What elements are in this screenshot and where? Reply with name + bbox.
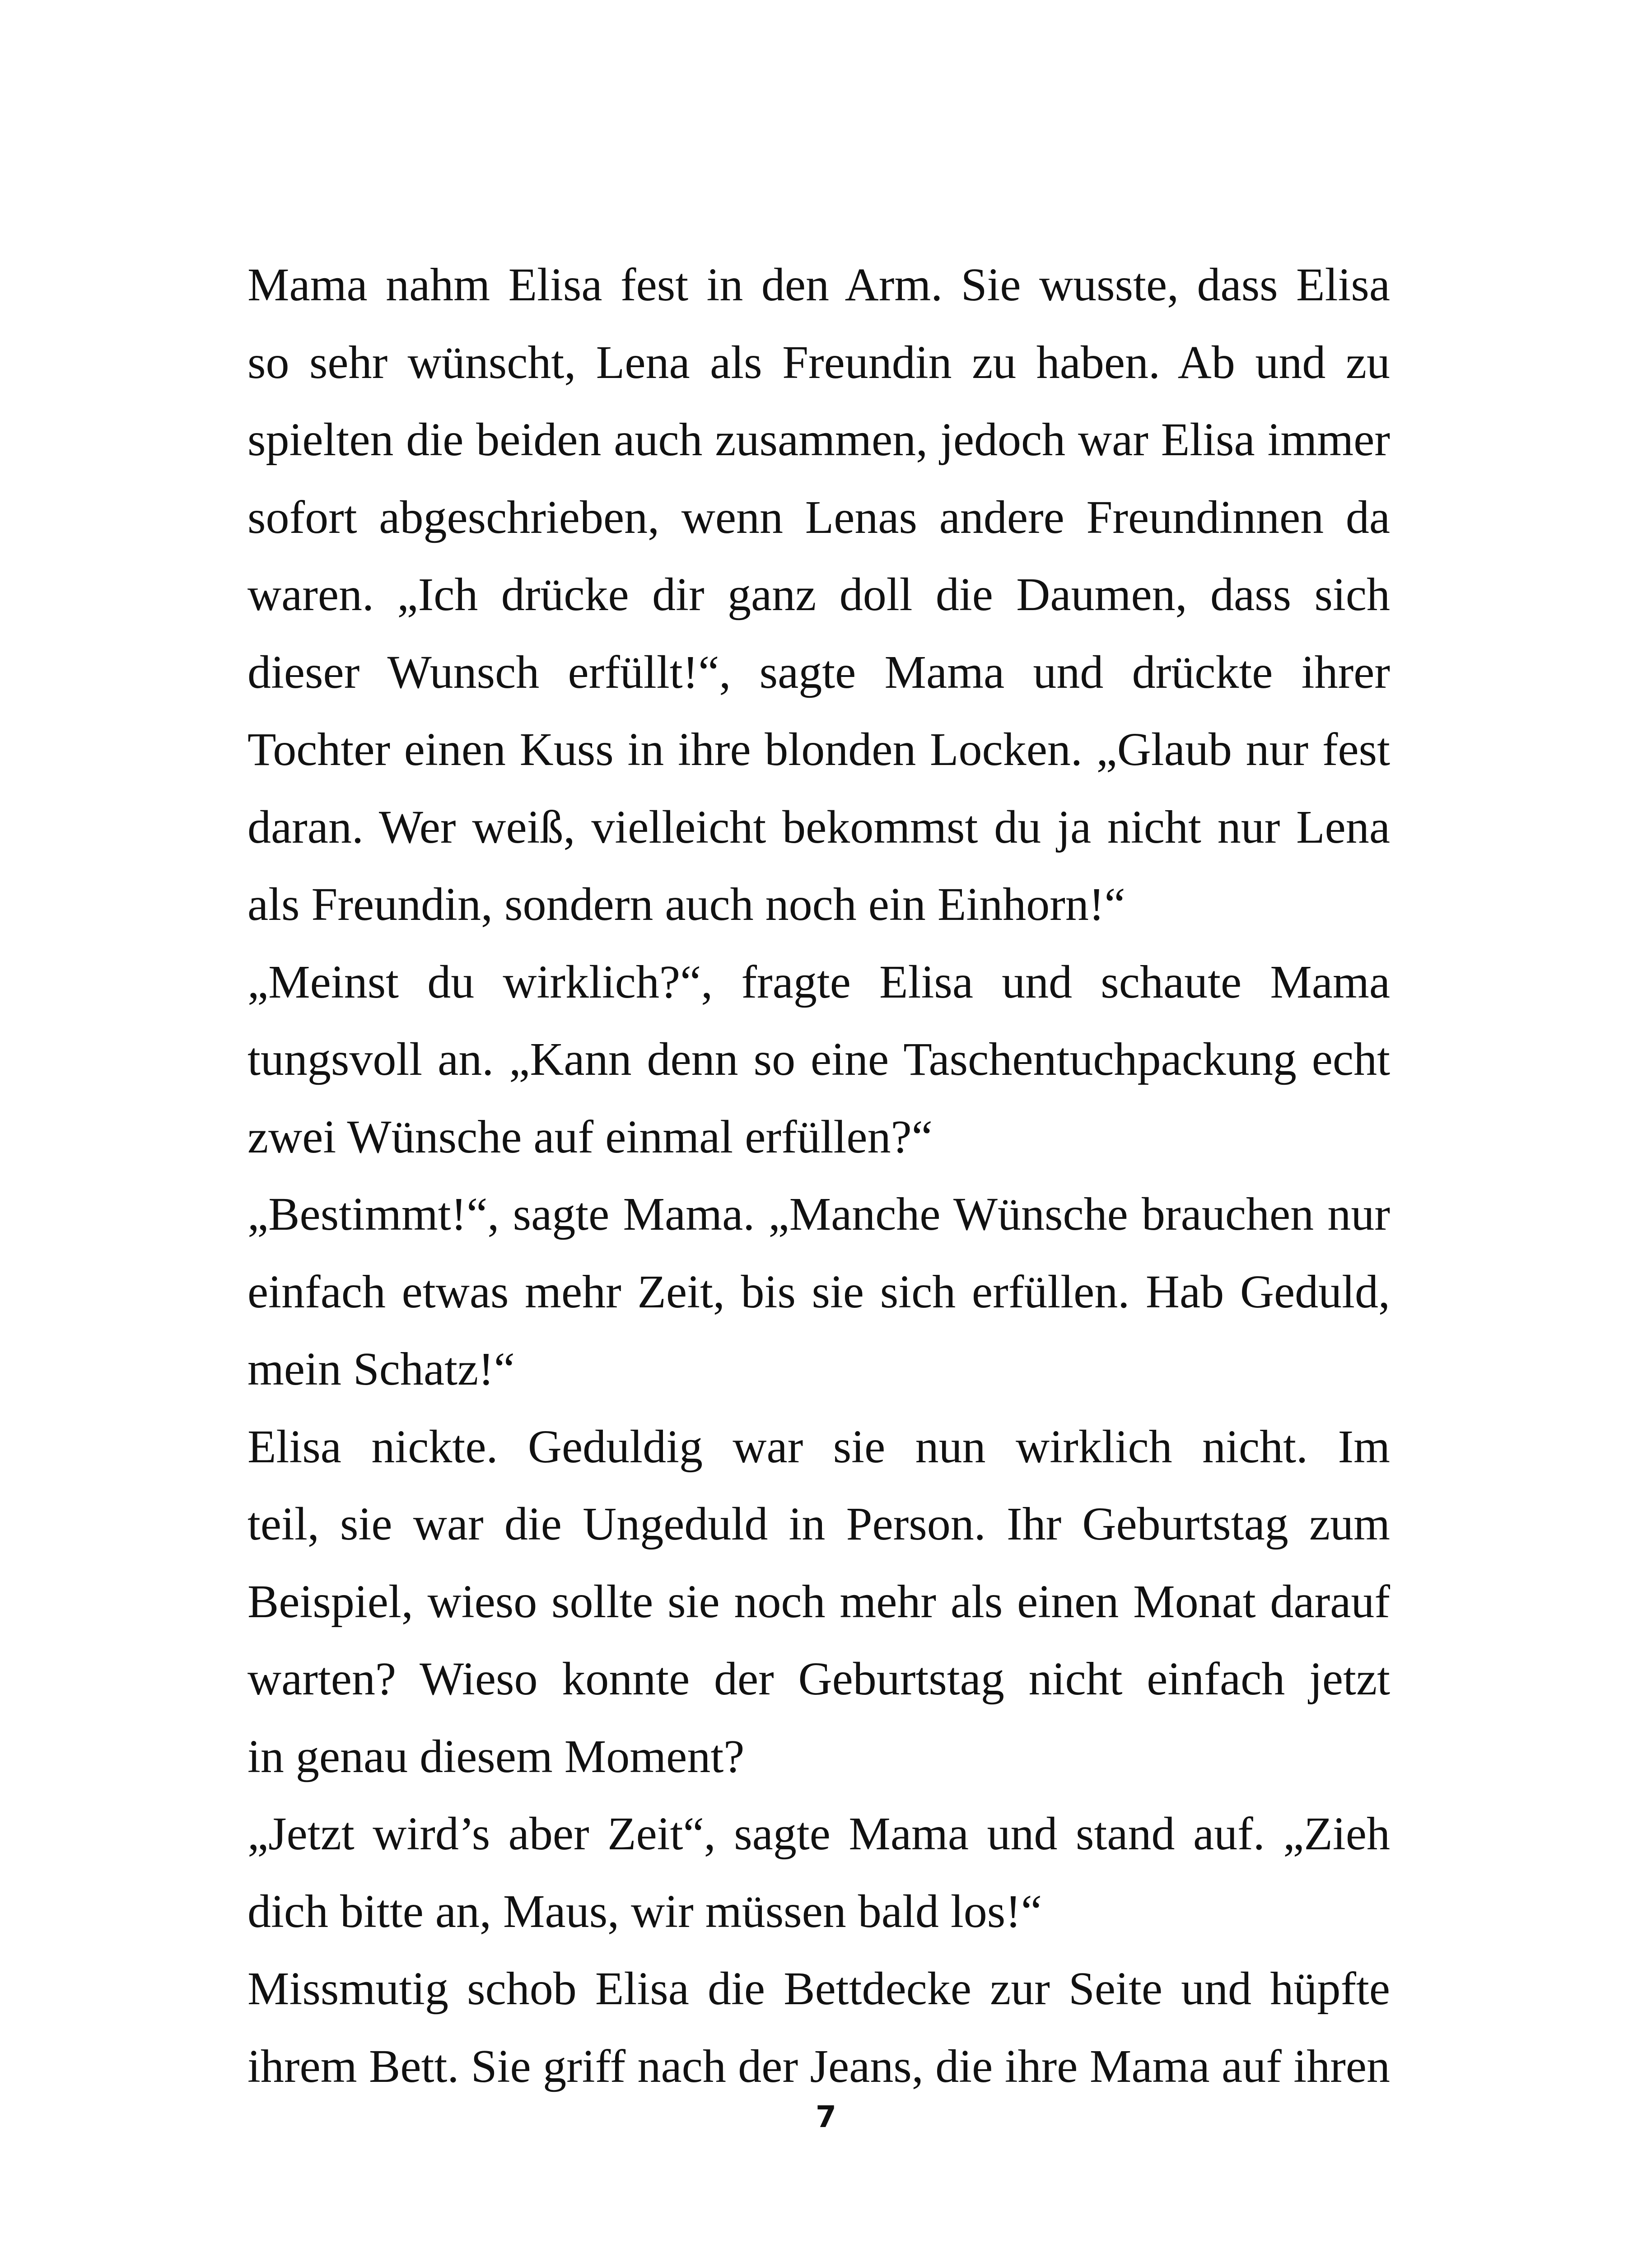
text-line: sofort abgeschrieben, wenn Lenas andere Freundinnen da <box>247 491 1390 543</box>
body-text <box>247 246 1390 2105</box>
text-line: teil, sie war die Ungeduld in Person. Ihr Geburtstag zum <box>247 1498 1390 1550</box>
text-line: einfach etwas mehr Zeit, bis sie sich erfüllen. Hab Geduld, <box>247 1265 1390 1318</box>
text-line: ihrem Bett. Sie griff nach der Jeans, die ihre Mama auf ihren <box>247 2040 1390 2092</box>
text-line: „Jetzt wird’s aber Zeit“, sagte Mama und stand auf. „Zieh <box>247 1808 1390 1860</box>
text-line: Mama nahm Elisa fest in den Arm. Sie wusste, dass Elisa <box>247 259 1390 311</box>
text-line: Beispiel, wieso sollte sie noch mehr als einen Monat darauf <box>247 1575 1390 1628</box>
text-line: so sehr wünscht, Lena als Freundin zu haben. Ab und zu <box>247 336 1390 388</box>
text-line: in genau diesem Moment? <box>247 1730 745 1782</box>
text-line: warten? Wieso konnte der Geburtstag nicht einfach jetzt <box>247 1653 1390 1705</box>
text-line: als Freundin, sondern auch noch ein Einhorn!“ <box>247 878 1125 930</box>
text-line: „Bestimmt!“, sagte Mama. „Manche Wünsche brauchen nur <box>247 1188 1390 1240</box>
text-line: waren. „Ich drücke dir ganz doll die Daumen, dass sich <box>247 569 1390 620</box>
text-line: Elisa nickte. Geduldig war sie nun wirklich nicht. Im <box>247 1420 1390 1473</box>
text-line: Missmutig schob Elisa die Bettdecke zur Seite und hüpfte <box>247 1963 1390 2015</box>
text-line: spielten die beiden auch zusammen, jedoch war Elisa immer <box>247 414 1390 466</box>
text-line: daran. Wer weiß, vielleicht bekommst du ja nicht nur Lena <box>247 801 1390 853</box>
text-line: dich bitte an, Maus, wir müssen bald los!“ <box>247 1885 1042 1937</box>
page-number: 7 <box>816 2099 836 2134</box>
text-line: Tochter einen Kuss in ihre blonden Locken. „Glaub nur fest <box>247 723 1390 775</box>
text-line: dieser Wunsch erfüllt!“, sagte Mama und drückte ihrer <box>247 646 1390 698</box>
text-line: mein Schatz!“ <box>247 1343 515 1395</box>
text-line: zwei Wünsche auf einmal erfüllen?“ <box>247 1110 933 1163</box>
text-line: „Meinst du wirklich?“, fragte Elisa und schaute Mama <box>247 956 1390 1008</box>
text-line: tungsvoll an. „Kann denn so eine Taschentuchpackung echt <box>247 1033 1390 1085</box>
